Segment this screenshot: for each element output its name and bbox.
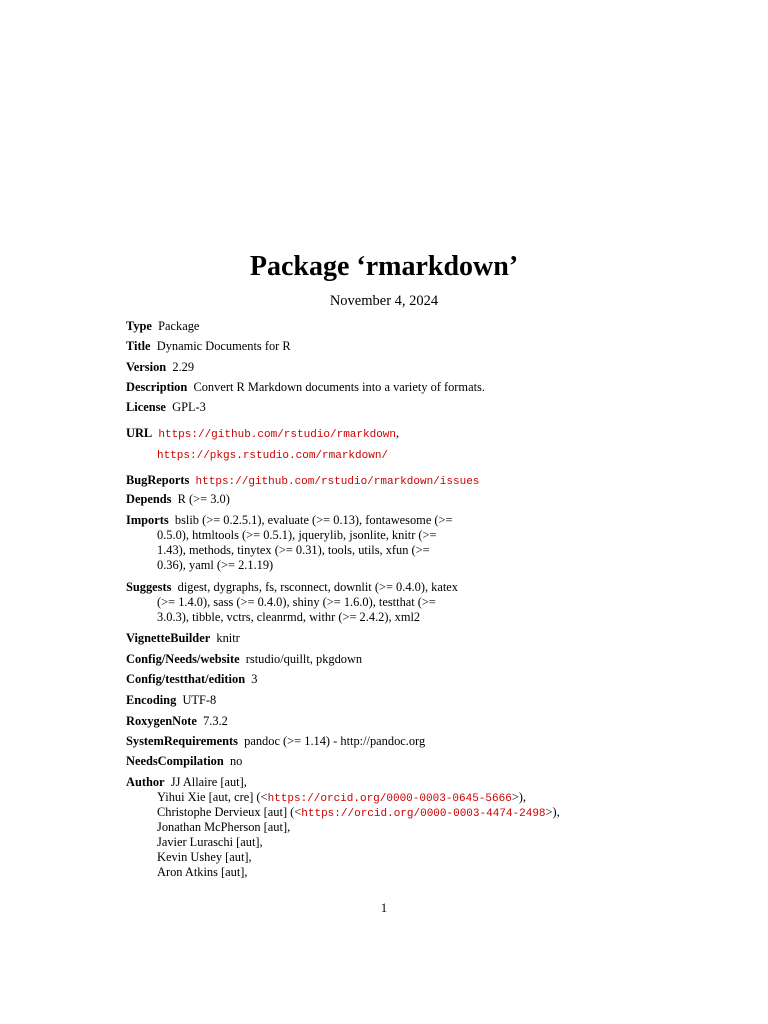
field-key: Title [126, 339, 151, 353]
field-key: RoxygenNote [126, 714, 197, 728]
field-key: Author [126, 775, 165, 789]
field-value: rstudio/quillt, pkgdown [245, 652, 363, 666]
field-value: 3 [251, 672, 258, 686]
field-value-line: 0.5.0), htmltools (>= 0.5.1), jquerylib, jsonlite, knitr (>= [157, 528, 437, 542]
field-key: URL [126, 426, 153, 440]
field-systemrequirements [126, 733, 646, 749]
url-link-github[interactable]: https://github.com/rstudio/rmarkdown [158, 429, 397, 441]
page-number: 1 [380, 901, 388, 915]
field-version [126, 359, 646, 375]
field-key: Type [126, 319, 152, 333]
field-key: License [126, 400, 166, 414]
field-value: 7.3.2 [203, 714, 228, 728]
field-config-testthat [126, 671, 646, 687]
field-value: R (>= 3.0) [177, 492, 230, 506]
field-value: GPL-3 [172, 400, 206, 414]
field-key: VignetteBuilder [126, 631, 211, 645]
field-key: Imports [126, 513, 169, 527]
bugreports-link[interactable]: https://github.com/rstudio/rmarkdown/issues [195, 476, 480, 488]
field-needscompilation [126, 753, 646, 769]
field-key: Version [126, 360, 167, 374]
field-value-line: bslib (>= 0.2.5.1), evaluate (>= 0.13), fontawesome (>= [174, 513, 453, 527]
field-value: pandoc (>= 1.14) - http://pandoc.org [244, 734, 426, 748]
url-separator: , [396, 426, 400, 440]
field-value: Dynamic Documents for R [156, 339, 291, 353]
field-value-line: (>= 1.4.0), sass (>= 0.4.0), shiny (>= 1.6.0), testthat (>= [157, 595, 436, 609]
author-line: Yihui Xie [aut, cre] (< [157, 790, 268, 804]
field-value: UTF-8 [182, 693, 217, 707]
field-key: Depends [126, 492, 172, 506]
field-key: SystemRequirements [126, 734, 238, 748]
author-line: Jonathan McPherson [aut], [157, 820, 291, 834]
field-value-line: digest, dygraphs, fs, rsconnect, downlit (>= 0.4.0), katex [177, 580, 458, 594]
field-value-line: 1.43), methods, tinytex (>= 0.31), tools, utils, xfun (>= [157, 543, 430, 557]
package-title: Package ‘rmarkdown’ [249, 251, 519, 282]
field-value: 2.29 [172, 360, 195, 374]
field-key: Description [126, 380, 188, 394]
field-encoding [126, 692, 646, 708]
field-key: Config/testthat/edition [126, 672, 246, 686]
orcid-link-dervieux[interactable]: https://orcid.org/0000-0003-4474-2498 [301, 808, 546, 820]
author-line: Kevin Ushey [aut], [157, 850, 252, 864]
field-key: Config/Needs/website [126, 652, 240, 666]
author-line: JJ Allaire [aut], [170, 775, 247, 789]
field-value: no [229, 754, 243, 768]
orcid-link-xie[interactable]: https://orcid.org/0000-0003-0645-5666 [267, 793, 512, 805]
field-vignettebuilder [126, 630, 646, 646]
url-link-pkgs[interactable]: https://pkgs.rstudio.com/rmarkdown/ [157, 450, 389, 462]
field-value-line: 3.0.3), tibble, vctrs, cleanrmd, withr (>= 2.4.2), xml2 [157, 610, 421, 624]
author-line: Aron Atkins [aut], [157, 865, 248, 879]
field-description [126, 379, 646, 395]
field-bugreports [126, 472, 646, 490]
field-type [126, 318, 646, 334]
field-key: Suggests [126, 580, 172, 594]
author-line-suffix: >), [545, 805, 560, 819]
field-key: Encoding [126, 693, 177, 707]
author-line: Javier Luraschi [aut], [157, 835, 263, 849]
field-value: knitr [216, 631, 240, 645]
field-value-line: 0.36), yaml (>= 2.1.19) [157, 558, 274, 572]
field-title [126, 338, 646, 354]
field-roxygennote [126, 713, 646, 729]
field-value: Convert R Markdown documents into a variety of formats. [193, 380, 485, 394]
author-line-suffix: >), [511, 790, 527, 804]
field-key: NeedsCompilation [126, 754, 224, 768]
field-value: Package [158, 319, 200, 333]
package-date: November 4, 2024 [329, 293, 439, 309]
field-key: BugReports [126, 473, 190, 487]
author-line: Christophe Dervieux [aut] (< [157, 805, 302, 819]
field-config-website [126, 651, 646, 667]
field-depends [126, 491, 646, 507]
field-license [126, 399, 646, 415]
